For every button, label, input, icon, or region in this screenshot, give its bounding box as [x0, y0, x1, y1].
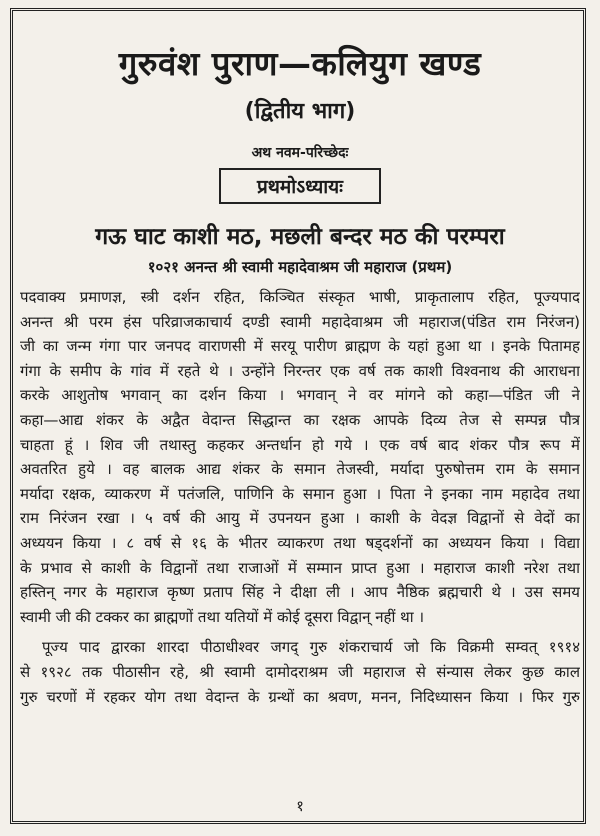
text-line: मर्यादा रक्षक, व्याकरण में पतंजलि, पाणिनि के समान हुआ । पिता ने इनका नाम महादेव तथा [20, 484, 580, 503]
text-line: से १९२८ तक पीठासीन रहे, श्री स्वामी दामोदराश्रम जी महाराज से संन्यास लेकर कुछ काल [20, 662, 580, 681]
text-line: पदवाक्य प्रमाणज्ञ, स्त्री दर्शन रहित, किञ्चित संस्कृत भाषी, प्राकृतालाप रहित, पूज्यपाद [20, 288, 580, 306]
text-line: गुरु चरणों में रहकर योग तथा वेदान्त के ग्रन्थों का श्रवण, मनन, निदिध्यासन किया । फिर गुरु [20, 687, 580, 706]
section-subheading: १०२१ अनन्त श्री स्वामी महादेवाश्रम जी महाराज (प्रथम) [147, 258, 453, 276]
text-line: पूज्य पाद द्वारका शारदा पीठाधीश्वर जगद् गुरु शंकराचार्य जो कि विक्रमी सम्वत् १९१४ [42, 638, 580, 657]
paragraph-2 [20, 635, 580, 660]
book-part: (द्वितीय भाग) [244, 99, 356, 124]
text-line: राम निरंजन रखा । ५ वर्ष की आयु में उपनयन हुआ । काशी के वेदज्ञ विद्वानों से वेदों का [20, 509, 580, 528]
text-line: अध्ययन किया । ८ वर्ष से १६ के भीतर व्याकरण तथा षड्दर्शनों का अध्ययन किया । विद्या [20, 533, 580, 552]
paragraph-1 [20, 285, 580, 629]
adhyaya-box [219, 168, 381, 204]
text-line: हस्तिन् नगर के महाराज कृष्ण प्रताप सिंह ने दीक्षा ली । आप नैष्ठिक ब्रह्मचारी थे । उस समय [20, 583, 580, 602]
adhyaya-label: प्रथमोऽध्यायः [256, 176, 344, 198]
text-line: के प्रभाव से काशी के विद्वानों तथा राजाओं में सम्मान प्राप्त हुआ । महाराज काशी नरेश तथा [20, 558, 580, 577]
text-line: करके आशुतोष भगवान् का दर्शन किया । भगवान् ने वर मांगने को कहा—पंडित जी ने [20, 386, 580, 405]
page-number: १ [296, 797, 304, 815]
chapter-label: अथ नवम-परिच्छेदः [251, 145, 349, 161]
text-line: स्वामी जी की टक्कर का ब्राह्मणों तथा यतियों में कोई दूसरा विद्वान् नहीं था । [20, 607, 425, 626]
paragraph-2-cont [20, 660, 580, 709]
text-line: गंगा के समीप के गांव में रहते थे । उन्होंने निरन्तर एक वर्ष तक काशी विश्वनाथ की आराधना [20, 361, 580, 380]
book-title: गुरुवंश पुराण—कलियुग खण्ड [118, 44, 482, 83]
body-text [20, 285, 580, 709]
section-heading: गऊ घाट काशी मठ, मछली बन्दर मठ की परम्परा [95, 224, 505, 250]
text-line: कहा—आद्य शंकर के अद्वैत वेदान्त सिद्धान्त का रक्षक आपके दिव्य तेज से सम्पन्न पौत्र [20, 410, 580, 429]
text-line: अनन्त श्री परम हंस परिव्राजकाचार्य दण्डी स्वामी महादेवाश्रम जी महाराज(पंडित राम निरंजन) [20, 312, 580, 331]
text-line: अवतरित हुये । वह बालक आद्य शंकर के समान तेजस्वी, मर्यादा पुरुषोत्तम राम के समान [20, 460, 580, 479]
text-line: जी का जन्म गंगा पार जनपद वाराणसी में सरयू पारीण ब्राह्मण के यहां हुआ था । इनके पितामह [20, 337, 580, 356]
text-line: चाहता हूं । शिव जी तथास्तु कहकर अन्तर्धान हो गये । एक वर्ष बाद शंकर पौत्र रूप में [20, 435, 580, 454]
